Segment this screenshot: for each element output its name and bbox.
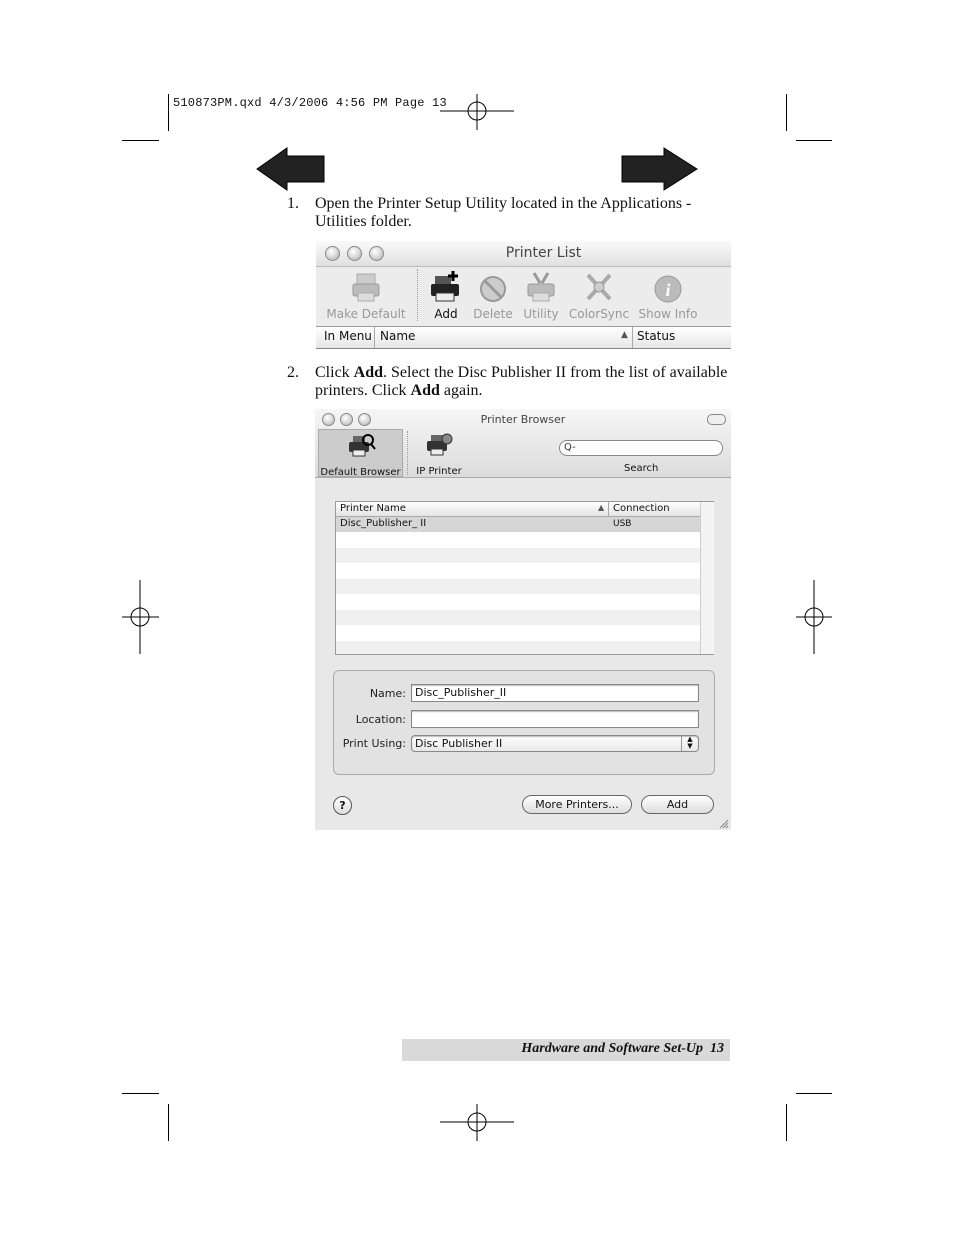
delete-icon	[476, 271, 510, 305]
printer-list-window	[316, 241, 731, 349]
make-default-button[interactable]: Make Default	[324, 271, 408, 321]
ip-printer-icon	[424, 431, 454, 459]
toolbar-toggle-button[interactable]	[707, 414, 726, 425]
delete-button[interactable]: Delete	[471, 271, 515, 321]
add-button[interactable]: Add	[424, 271, 468, 321]
utility-icon	[524, 271, 558, 305]
col-in-menu[interactable]: In Menu	[324, 329, 372, 343]
page-number: 13	[710, 1041, 724, 1056]
name-label: Name:	[369, 687, 406, 700]
resize-grip-icon[interactable]	[719, 819, 729, 829]
sort-ascending-icon: ▲	[598, 503, 605, 512]
tab-default-browser[interactable]: Default Browser	[318, 429, 403, 477]
table-header	[336, 502, 700, 517]
more-printers-button[interactable]: More Printers...	[522, 795, 632, 814]
location-label: Location:	[355, 713, 406, 726]
printer-table	[335, 501, 714, 655]
col-printer-name[interactable]: Printer Name	[340, 503, 406, 514]
select-arrows-icon: ▲ ▼	[681, 736, 698, 751]
show-info-button[interactable]: i Show Info	[634, 271, 702, 321]
default-browser-icon	[346, 432, 376, 460]
step-1: 1. Open the Printer Setup Utility located in the Applications - Utilities folder.	[287, 195, 692, 230]
scrollbar[interactable]	[700, 502, 714, 654]
next-arrow-icon[interactable]	[620, 146, 700, 192]
search-icon: Q-	[564, 442, 576, 453]
colorsync-button[interactable]: ColorSync	[566, 271, 632, 321]
name-field[interactable]: Disc_Publisher_II	[411, 684, 699, 702]
col-connection[interactable]: Connection	[613, 503, 670, 514]
print-using-select[interactable]: Disc Publisher II ▲ ▼	[411, 735, 699, 752]
step-2: 2. Click Add. Select the Disc Publisher II from the list of available printers. Click Add again.	[287, 364, 728, 399]
slug-line: 510873PM.qxd 4/3/2006 4:56 PM Page 13	[173, 96, 447, 110]
add-button[interactable]: Add	[641, 795, 714, 814]
utility-button[interactable]: Utility	[518, 271, 564, 321]
col-name[interactable]: Name	[380, 329, 416, 343]
window-title: Printer Browser	[480, 413, 566, 426]
list-header	[316, 326, 731, 348]
search-label: Search	[624, 463, 659, 474]
tab-ip-printer[interactable]: IP Printer	[413, 429, 465, 475]
print-using-label: Print Using:	[342, 737, 406, 750]
printer-add-icon	[429, 271, 463, 305]
search-input[interactable]	[559, 440, 723, 456]
colorsync-icon	[582, 271, 616, 305]
table-row[interactable]: Disc_Publisher_ II USB	[336, 517, 700, 532]
previous-arrow-icon[interactable]	[255, 146, 327, 192]
page-footer: Hardware and Software Set-Up 13	[402, 1039, 730, 1061]
help-button[interactable]: ?	[333, 796, 352, 815]
printer-icon	[349, 271, 383, 305]
sort-ascending-icon: ▲	[621, 330, 628, 340]
location-field[interactable]	[411, 710, 699, 728]
info-icon	[651, 271, 685, 305]
window-title: Printer List	[505, 245, 582, 261]
col-status[interactable]: Status	[637, 329, 676, 343]
printer-browser-window	[315, 409, 731, 830]
svg-text:i: i	[665, 280, 671, 300]
